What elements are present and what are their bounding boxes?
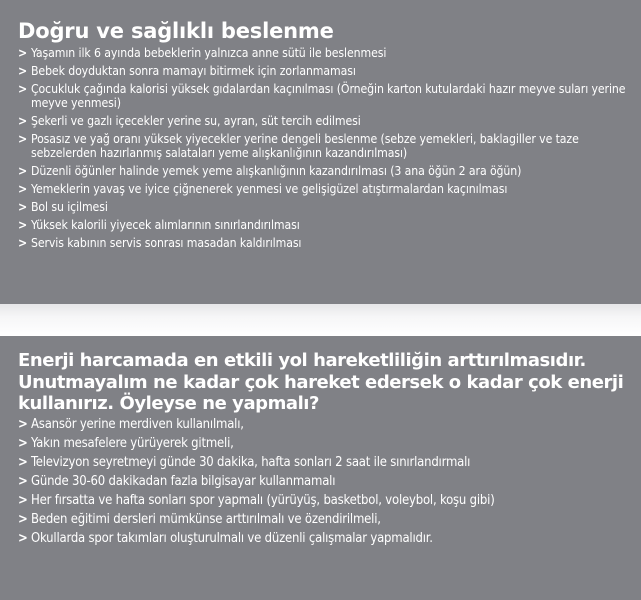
list-item: [18, 82, 631, 110]
list-item-text: Bol su içilmesi: [31, 200, 108, 214]
list-item: [18, 236, 631, 250]
activity-list: [18, 417, 631, 546]
chevron-right-icon: >: [18, 182, 28, 196]
list-item-text: Asansör yerine merdiven kullanılmalı,: [31, 416, 244, 432]
chevron-right-icon: >: [18, 114, 28, 128]
list-item-text: Posasız ve yağ oranı yüksek yiyecekler yerine dengeli beslenme (sebze yemekleri, baklagiller ve taze sebzelerden hazırlanmış salataları yeme alışkanlığının kazandırılması): [31, 132, 579, 160]
list-item-text: Düzenli öğünler halinde yemek yeme alışkanlığının kazandırılması (3 ana öğün 2 ara öğün): [31, 164, 522, 178]
list-item: [18, 46, 631, 60]
list-item: [18, 114, 631, 128]
list-item-text: Günde 30-60 dakikadan fazla bilgisayar kullanmamalı: [31, 473, 336, 489]
list-item: [18, 182, 631, 196]
chevron-right-icon: >: [18, 218, 28, 232]
list-item: [18, 417, 631, 432]
list-item: [18, 474, 631, 489]
list-item-text: Yakın mesafelere yürüyerek gitmeli,: [31, 435, 234, 451]
list-item: [18, 200, 631, 214]
chevron-right-icon: >: [18, 416, 28, 432]
chevron-right-icon: >: [18, 164, 28, 178]
nutrition-list: [18, 46, 631, 250]
list-item-text: Yemeklerin yavaş ve iyice çiğnenerek yenmesi ve gelişigüzel atıştırmalardan kaçınılması: [31, 182, 508, 196]
list-item: [18, 132, 631, 160]
list-item: [18, 436, 631, 451]
chevron-right-icon: >: [18, 200, 28, 214]
section-divider: [0, 304, 641, 336]
list-item: [18, 512, 631, 527]
nutrition-title: Doğru ve sağlıklı beslenme: [18, 19, 334, 43]
chevron-right-icon: >: [18, 435, 28, 451]
list-item-text: Şekerli ve gazlı içecekler yerine su, ayran, süt tercih edilmesi: [31, 114, 361, 128]
chevron-right-icon: >: [18, 236, 28, 250]
chevron-right-icon: >: [18, 132, 28, 146]
chevron-right-icon: >: [18, 530, 28, 546]
list-item: [18, 164, 631, 178]
list-item-text: Televizyon seyretmeyi günde 30 dakika, hafta sonları 2 saat ile sınırlandırmalı: [31, 454, 471, 470]
chevron-right-icon: >: [18, 492, 28, 508]
list-item-text: Servis kabının servis sonrası masadan kaldırılması: [31, 236, 302, 250]
chevron-right-icon: >: [18, 473, 28, 489]
list-item-text: Çocukluk çağında kalorisi yüksek gıdalardan kaçınılması (Örneğin karton kutulardaki hazır meyve suları yerine meyve yenmesi): [31, 82, 626, 110]
list-item-text: Her fırsatta ve hafta sonları spor yapmalı (yürüyüş, basketbol, voleybol, koşu gibi): [31, 492, 495, 508]
list-item: [18, 64, 631, 78]
chevron-right-icon: >: [18, 82, 28, 96]
chevron-right-icon: >: [18, 64, 28, 78]
chevron-right-icon: >: [18, 511, 28, 527]
activity-title: Enerji harcamada en etkili yol hareketliliğin arttırılmasıdır. Unutmayalım ne kadar çok hareket edersek o kadar çok enerji kullanırız. Öyleyse ne yapmalı?: [18, 350, 624, 414]
list-item: [18, 493, 631, 508]
list-item-text: Yüksek kalorili yiyecek alımlarının sınırlandırılması: [31, 218, 300, 232]
activity-panel: [0, 336, 641, 600]
list-item-text: Okullarda spor takımları oluşturulmalı ve düzenli çalışmalar yapmalıdır.: [31, 530, 433, 546]
chevron-right-icon: >: [18, 46, 28, 60]
list-item: [18, 218, 631, 232]
list-item-text: Bebek doyduktan sonra mamayı bitirmek için zorlanmaması: [31, 64, 356, 78]
list-item: [18, 531, 631, 546]
chevron-right-icon: >: [18, 454, 28, 470]
list-item-text: Yaşamın ilk 6 ayında bebeklerin yalnızca anne sütü ile beslenmesi: [31, 46, 387, 60]
list-item-text: Beden eğitimi dersleri mümkünse arttırılmalı ve özendirilmeli,: [31, 511, 381, 527]
list-item: [18, 455, 631, 470]
